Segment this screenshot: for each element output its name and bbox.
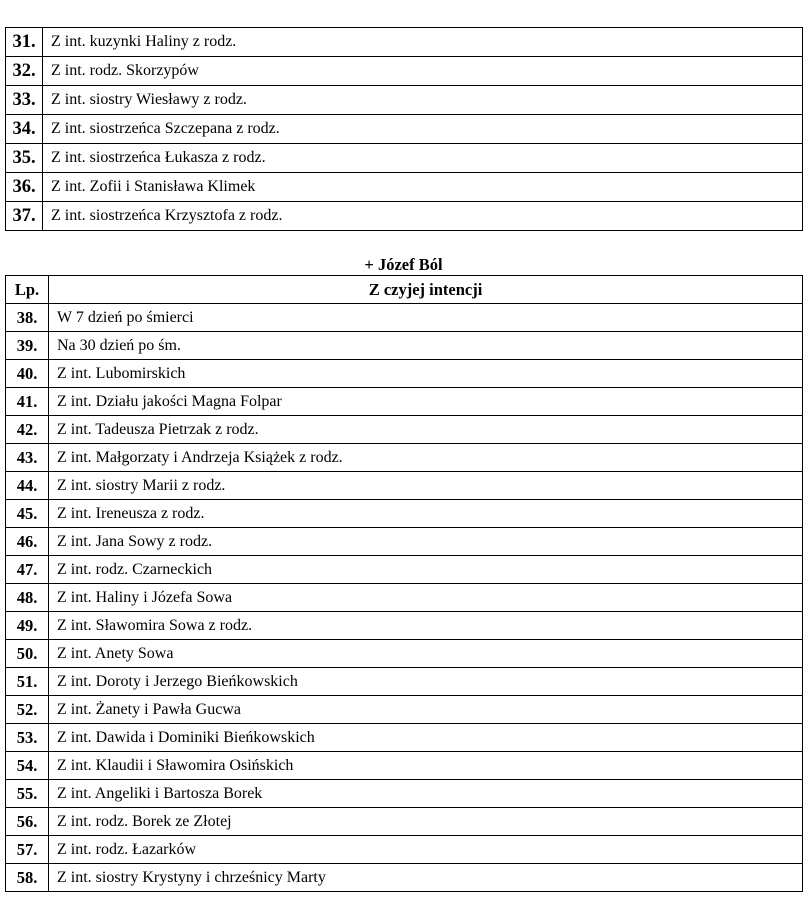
- table-row: [6, 808, 803, 836]
- row-number: 52.: [6, 696, 49, 724]
- row-intention: Z int. Klaudii i Sławomira Osińskich: [49, 752, 803, 780]
- table-row: [6, 780, 803, 808]
- intentions-table-jozef-bol: [5, 275, 803, 892]
- row-number: 38.: [6, 304, 49, 332]
- row-intention: Z int. Lubomirskich: [49, 360, 803, 388]
- section-title: + Józef Ból: [364, 255, 443, 274]
- row-number: 47.: [6, 556, 49, 584]
- table-row: [6, 416, 803, 444]
- table-row: [6, 360, 803, 388]
- row-intention: Z int. rodz. Łazarków: [49, 836, 803, 864]
- table-row: [6, 173, 803, 202]
- table-row: [6, 668, 803, 696]
- row-number: 34.: [6, 115, 43, 144]
- table-row: [6, 612, 803, 640]
- intentions-table-continued: [5, 27, 803, 231]
- row-number: 44.: [6, 472, 49, 500]
- table-row: [6, 584, 803, 612]
- row-number: 36.: [6, 173, 43, 202]
- row-number: 48.: [6, 584, 49, 612]
- row-number: 49.: [6, 612, 49, 640]
- row-intention: Z int. Ireneusza z rodz.: [49, 500, 803, 528]
- table-row: [6, 28, 803, 57]
- table-row: [6, 388, 803, 416]
- row-intention: Z int. rodz. Borek ze Złotej: [49, 808, 803, 836]
- row-number: 54.: [6, 752, 49, 780]
- table-row: [6, 444, 803, 472]
- row-number: 42.: [6, 416, 49, 444]
- row-intention: Z int. Haliny i Józefa Sowa: [49, 584, 803, 612]
- table-row: [6, 696, 803, 724]
- row-number: 31.: [6, 28, 43, 57]
- table-row: [6, 115, 803, 144]
- table-row: [6, 556, 803, 584]
- row-intention: Z int. rodz. Skorzypów: [43, 57, 803, 86]
- row-intention: Z int. Angeliki i Bartosza Borek: [49, 780, 803, 808]
- row-intention: Z int. siostrzeńca Łukasza z rodz.: [43, 144, 803, 173]
- row-number: 46.: [6, 528, 49, 556]
- row-intention: W 7 dzień po śmierci: [49, 304, 803, 332]
- table-row: [6, 144, 803, 173]
- table-row: [6, 57, 803, 86]
- row-number: 39.: [6, 332, 49, 360]
- row-number: 51.: [6, 668, 49, 696]
- table-row: [6, 752, 803, 780]
- row-intention: Z int. Sławomira Sowa z rodz.: [49, 612, 803, 640]
- row-intention: Z int. rodz. Czarneckich: [49, 556, 803, 584]
- row-number: 41.: [6, 388, 49, 416]
- header-lp: Lp.: [6, 276, 49, 304]
- row-intention: Z int. Zofii i Stanisława Klimek: [43, 173, 803, 202]
- row-intention: Z int. siostrzeńca Krzysztofa z rodz.: [43, 202, 803, 231]
- row-intention: Na 30 dzień po śm.: [49, 332, 803, 360]
- row-intention: Z int. Doroty i Jerzego Bieńkowskich: [49, 668, 803, 696]
- row-intention: Z int. siostry Wiesławy z rodz.: [43, 86, 803, 115]
- row-number: 57.: [6, 836, 49, 864]
- table-row: [6, 86, 803, 115]
- table-row: [6, 724, 803, 752]
- row-number: 56.: [6, 808, 49, 836]
- table-row: [6, 836, 803, 864]
- row-intention: Z int. siostry Krystyny i chrześnicy Marty: [49, 864, 803, 892]
- table-row: [6, 528, 803, 556]
- row-number: 32.: [6, 57, 43, 86]
- row-number: 33.: [6, 86, 43, 115]
- row-intention: Z int. Jana Sowy z rodz.: [49, 528, 803, 556]
- row-intention: Z int. siostrzeńca Szczepana z rodz.: [43, 115, 803, 144]
- table-row: [6, 202, 803, 231]
- row-intention: Z int. siostry Marii z rodz.: [49, 472, 803, 500]
- table-row: [6, 304, 803, 332]
- header-intention: Z czyjej intencji: [49, 276, 803, 304]
- row-number: 45.: [6, 500, 49, 528]
- row-number: 37.: [6, 202, 43, 231]
- row-number: 53.: [6, 724, 49, 752]
- row-number: 43.: [6, 444, 49, 472]
- row-number: 55.: [6, 780, 49, 808]
- table-row: [6, 640, 803, 668]
- table-header-row: [6, 276, 803, 304]
- row-number: 58.: [6, 864, 49, 892]
- row-intention: Z int. Anety Sowa: [49, 640, 803, 668]
- row-intention: Z int. kuzynki Haliny z rodz.: [43, 28, 803, 57]
- row-intention: Z int. Tadeusza Pietrzak z rodz.: [49, 416, 803, 444]
- row-number: 40.: [6, 360, 49, 388]
- row-intention: Z int. Dawida i Dominiki Bieńkowskich: [49, 724, 803, 752]
- table-row: [6, 332, 803, 360]
- row-number: 35.: [6, 144, 43, 173]
- table-row: [6, 472, 803, 500]
- table-row: [6, 864, 803, 892]
- row-number: 50.: [6, 640, 49, 668]
- row-intention: Z int. Działu jakości Magna Folpar: [49, 388, 803, 416]
- table-row: [6, 500, 803, 528]
- row-intention: Z int. Małgorzaty i Andrzeja Książek z rodz.: [49, 444, 803, 472]
- row-intention: Z int. Żanety i Pawła Gucwa: [49, 696, 803, 724]
